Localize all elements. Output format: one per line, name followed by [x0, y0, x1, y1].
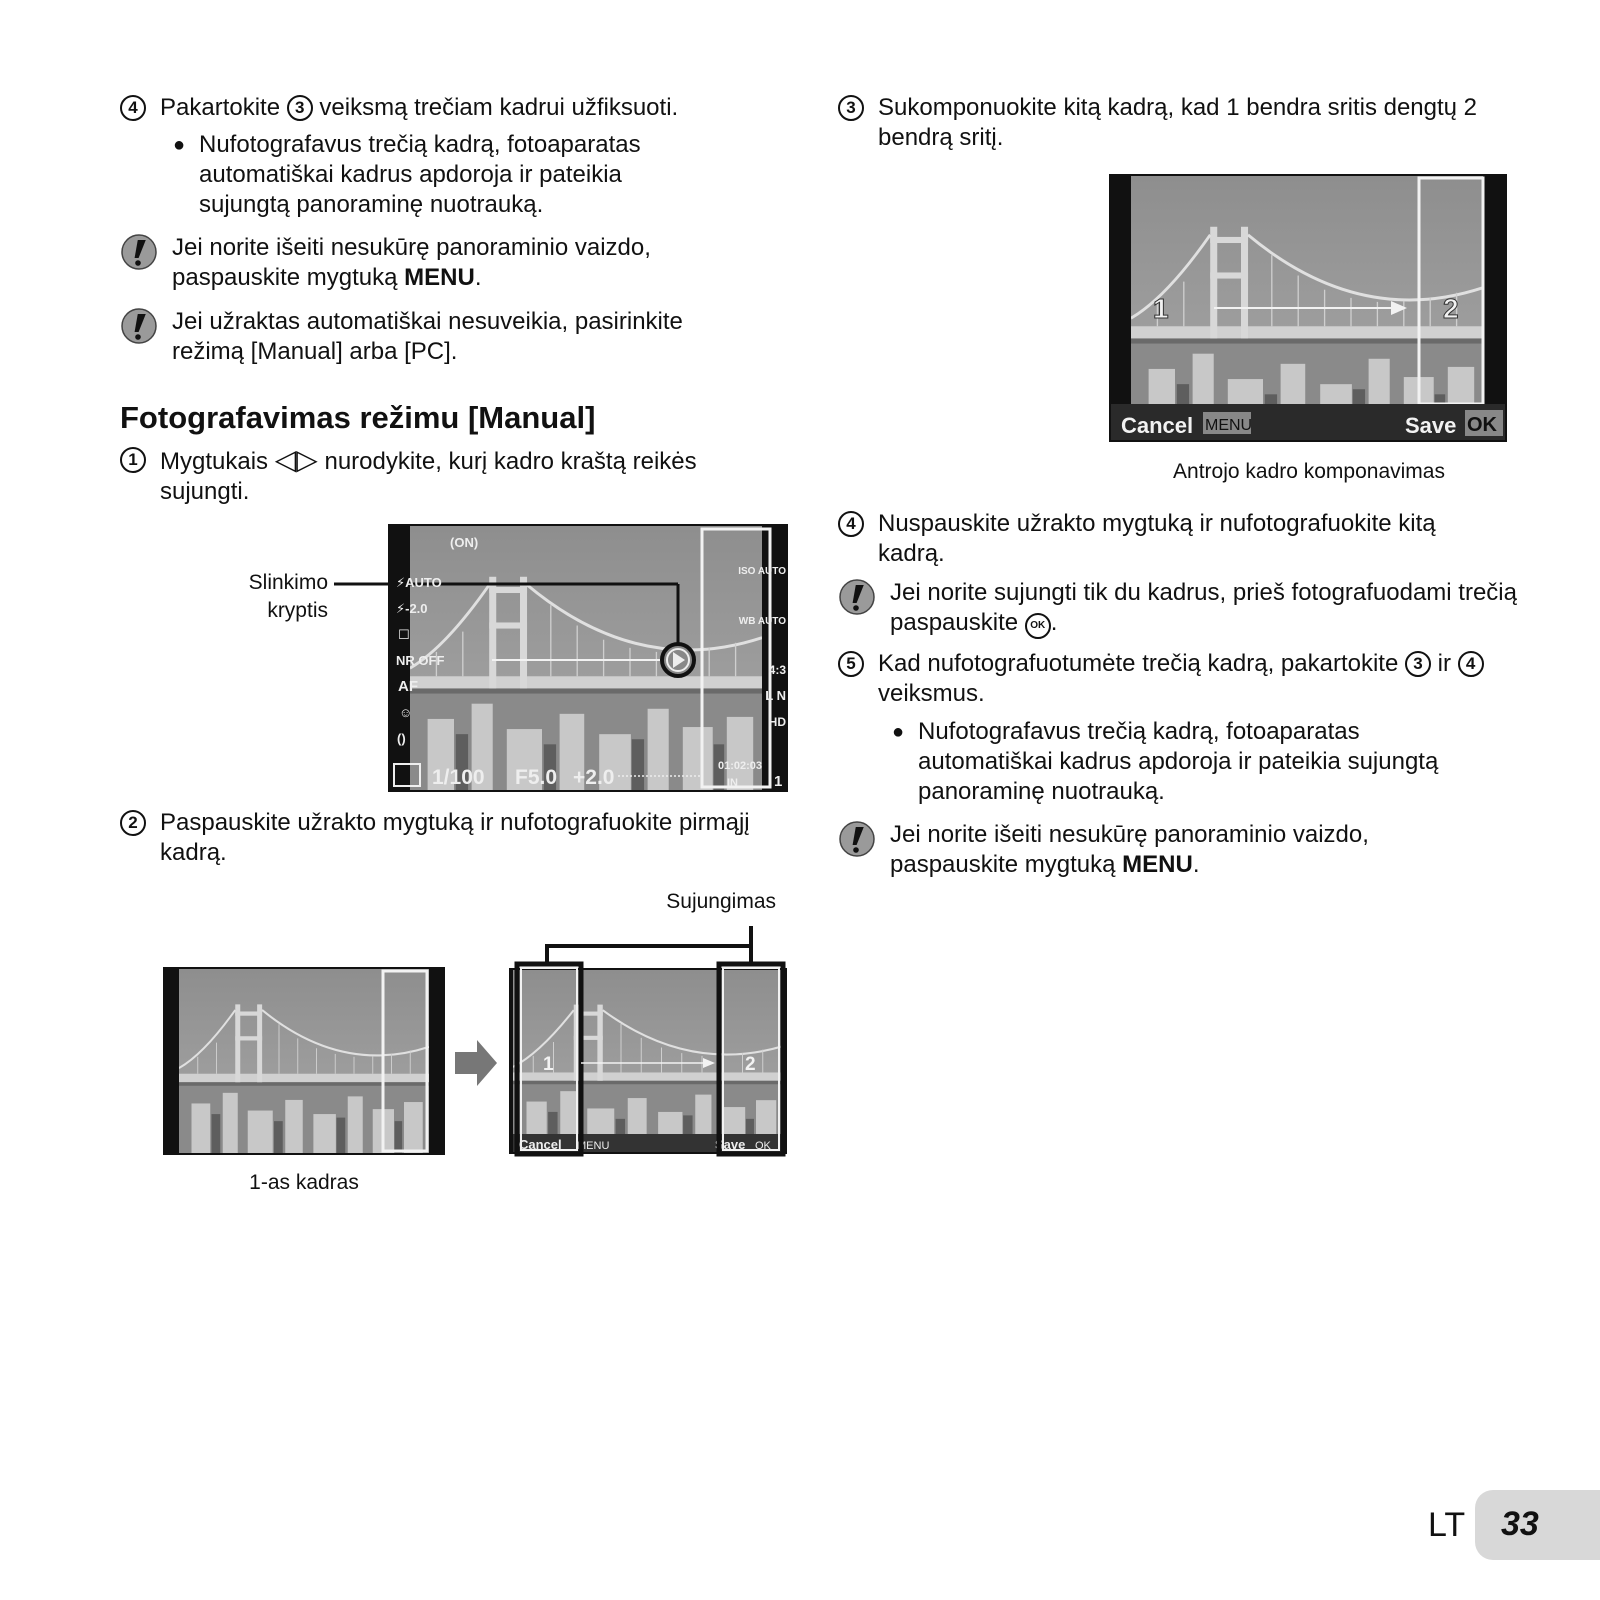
stabilizer-icon: (ON)	[450, 535, 479, 550]
first-frame-image	[163, 967, 445, 1155]
left-step-4-bullet: ● Nufotografavus trečią kadrą, fotoaparatas automatiškai kadrus apdoroja ir pateikia sujungtą panoraminę nuotrauką.	[173, 131, 641, 218]
right-step-4: 4 Nuspauskite užrakto mygtuką ir nufotografuokite kitą kadrą.	[838, 509, 1508, 569]
exposure-value: +2.0	[573, 766, 615, 789]
svg-text:2: 2	[745, 1054, 756, 1075]
flash-auto-icon: ⚡AUTO	[396, 575, 442, 590]
step-ref-3-right: 3	[1405, 651, 1431, 677]
join-diagram	[505, 920, 790, 1160]
section-heading: Fotografavimas režimu [Manual]	[120, 400, 596, 435]
svg-text:1: 1	[1153, 293, 1169, 324]
right-step-5-bullet: ● Nufotografavus trečią kadrą, fotoaparatas automatiškai kadrus apdoroja ir pateikia sujungtą panoraminę nuotrauką.	[892, 718, 1439, 805]
warning-icon	[838, 578, 876, 616]
step-ref-3: 3	[287, 95, 313, 121]
svg-text:MENU: MENU	[577, 1140, 610, 1152]
recording-time: 01:02:03	[718, 760, 763, 772]
flash-compensation-icon: ⚡-2.0	[396, 601, 428, 616]
memory-indicator: IN	[727, 777, 738, 789]
right-note-two-frames: Jei norite sujungti tik du kadrus, prieš fotografuodami trečią paspauskite OK .	[838, 578, 1518, 639]
save-label: Save	[1405, 413, 1457, 438]
svg-text:OK: OK	[755, 1140, 771, 1152]
step-ref-4-right: 4	[1458, 651, 1484, 677]
step-number-1: 1	[120, 447, 146, 473]
left-step-2: 2 Paspauskite užrakto mygtuką ir nufotografuokite pirmąjį kadrą.	[120, 808, 760, 868]
page-number-box	[1475, 1490, 1600, 1560]
next-arrow-icon	[455, 1038, 497, 1088]
iso-icon: ISO AUTO	[738, 566, 786, 577]
step-number-2: 2	[120, 810, 146, 836]
left-right-arrows-icon: ◁▷	[274, 444, 318, 475]
step-number-3: 3	[838, 95, 864, 121]
metering-icon: ☐	[398, 627, 410, 642]
left-note-exit: Jei norite išeiti nesukūrę panoraminio vaizdo, paspauskite mygtuką MENU.	[120, 233, 740, 293]
menu-key-icon: MENU	[1205, 417, 1253, 434]
ok-button-icon: OK	[1025, 613, 1051, 639]
step-number-5: 5	[838, 651, 864, 677]
af-icon: AF	[398, 678, 418, 695]
camera-screen-direction	[330, 524, 790, 794]
face-detect-icon: ☺	[399, 705, 413, 720]
right-step-3: 3 Sukomponuokite kitą kadrą, kad 1 bendra sritis dengtų 2 bendrą sritį.	[838, 93, 1508, 153]
noise-reduction-icon: NR OFF	[396, 653, 445, 668]
left-step-1: 1 Mygtukais ◁▷ nurodykite, kurį kadro kraštą reikės sujungti.	[120, 445, 760, 507]
hd-movie-icon: HD	[768, 715, 786, 729]
second-frame-caption: Antrojo kadro komponavimas	[1173, 460, 1445, 483]
svg-text:2: 2	[1443, 293, 1459, 324]
first-frame-caption: 1-as kadras	[249, 1171, 359, 1194]
aspect-ratio-icon: 4:3	[768, 663, 786, 677]
cancel-label: Cancel	[1121, 413, 1194, 438]
shutter-speed: 1/100	[432, 766, 485, 789]
svg-text:1: 1	[543, 1054, 554, 1075]
step-number-4-right: 4	[838, 511, 864, 537]
right-note-exit: Jei norite išeiti nesukūrę panoraminio vaizdo, paspauskite mygtuką MENU.	[838, 820, 1478, 880]
warning-icon	[838, 820, 876, 858]
left-step-4: 4 Pakartokite 3 veiksmą trečiam kadrui užfiksuoti.	[120, 93, 760, 123]
warning-icon	[120, 307, 158, 345]
drive-icon: ()	[397, 731, 406, 746]
warning-icon	[120, 233, 158, 271]
step-number-4: 4	[120, 95, 146, 121]
shots-remaining: 1	[774, 773, 783, 790]
left-note-shutter: Jei užraktas automatiškai nesuveikia, pasirinkite režimą [Manual] arba [PC].	[120, 307, 740, 367]
svg-text:Save: Save	[715, 1137, 746, 1152]
direction-label: Slinkimo kryptis	[248, 571, 328, 622]
join-label: Sujungimas	[666, 890, 776, 913]
ok-key-icon: OK	[1467, 414, 1497, 436]
page-number: 33	[1501, 1505, 1539, 1543]
right-step-5: 5 Kad nufotografuotumėte trečią kadrą, pakartokite 3 ir 4 veiksmus.	[838, 649, 1508, 709]
aperture-value: F5.0	[515, 766, 558, 789]
svg-text:Cancel: Cancel	[519, 1137, 562, 1152]
image-size-icon: L N	[765, 688, 786, 703]
language-code: LT	[1428, 1506, 1466, 1544]
wb-icon: WB AUTO	[738, 616, 786, 627]
camera-screen-second-frame	[1109, 174, 1509, 444]
